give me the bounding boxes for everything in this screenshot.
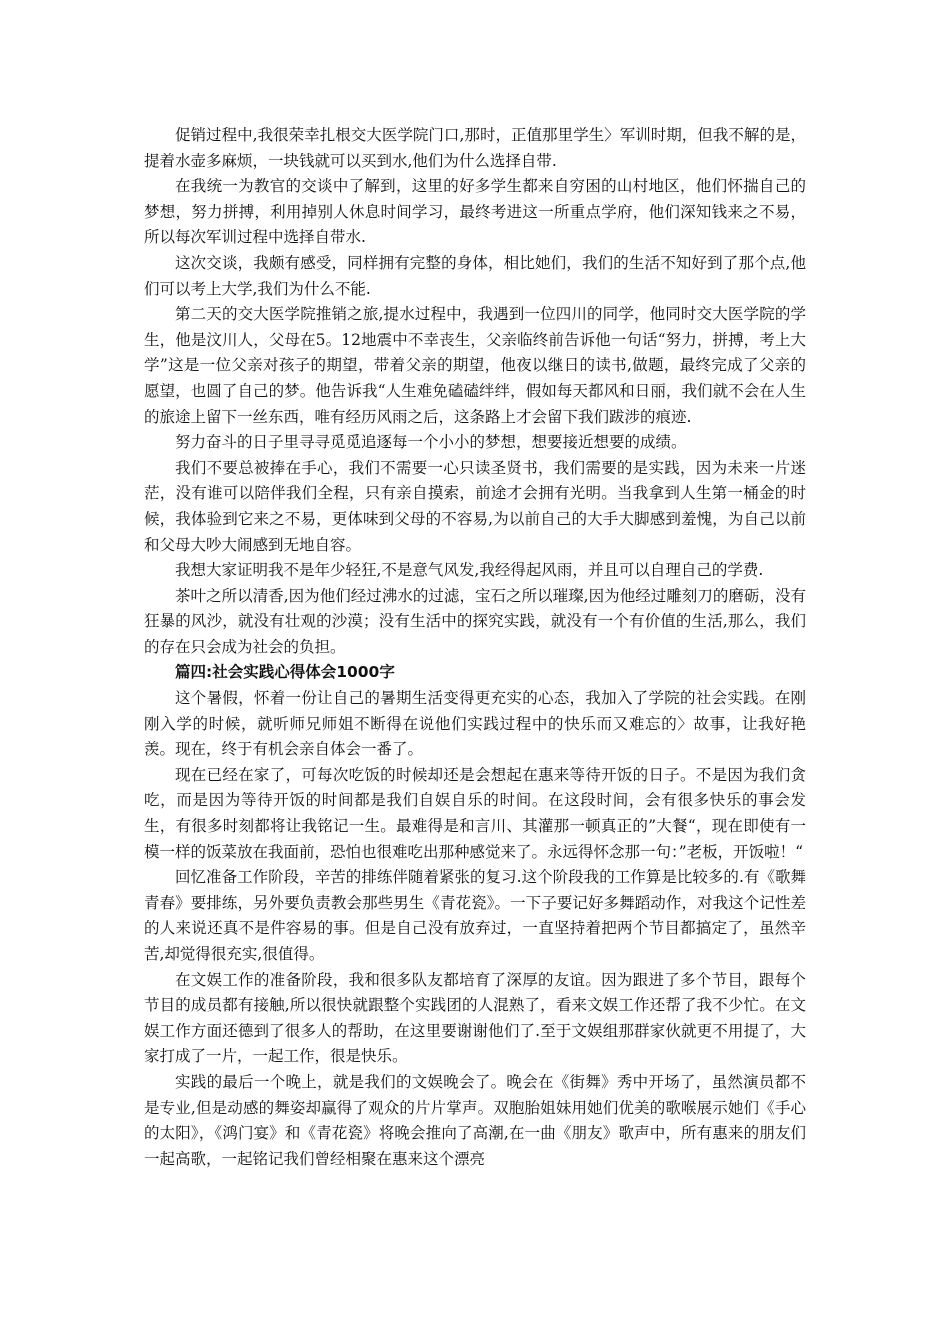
- document-page: [144, 123, 806, 1172]
- paragraph-mealtime: 现在已经在家了，可每次吃饭的时候却还是会想起在惠来等待开饭的日子。不是因为我们贪吃，而是因为等待开饭的时间都是我们自娱自乐的时间。在这段时间，会有很多快乐的事会发生，有很多时刻都将让我铭记一生。最难得是和言川、其灌那一顿真正的”大餐“，现在即使有一模一样的饭菜放在我面前，恐怕也很难吃出那种感觉来了。永远得怀念那一句：”老板，开饭啦！“: [144, 765, 806, 861]
- section-heading: 篇四:社会实践心得体会1000字: [175, 663, 395, 682]
- paragraph-instructor-talk: 在我统一为教官的交谈中了解到，这里的好多学生都来自穷困的山村地区，他们怀揣自己的梦想，努力拼搏，利用掉别人休息时间学习，最终考进这一所重点学府，他们深知钱来之不易，所以每次军训过程中选择自带水.: [144, 177, 806, 247]
- paragraph-reflection: 这次交谈，我颇有感受，同样拥有完整的身体，相比她们，我们的生活不知好到了那个点,他们可以考上大学,我们为什么不能.: [144, 253, 806, 298]
- paragraph-tea-and-gems: 茶叶之所以清香,因为他们经过沸水的过滤，宝石之所以璀璨,因为他经过雕刻刀的磨砺，没有狂暴的风沙，就没有壮观的沙漠；没有生活中的探究实践，就没有一个有价值的生活,那么，我们的存在只会成为社会的负担。: [144, 586, 806, 656]
- paragraph-sichuan-student: 第二天的交大医学院推销之旅,提水过程中，我遇到一位四川的同学，他同时交大医学院的学生，他是汶川人，父母在5。12地震中不幸丧生，父亲临终前告诉他一句话“努力，拼搏，考上大学”这是一位父亲对孩子的期望，带着父亲的期望，他夜以继日的读书,做题，最终完成了父亲的愿望，也圆了自己的梦。他告诉我“人生难免磕磕绊绊，假如每天都风和日丽，我们就不会在人生的旅途上留下一丝东西，唯有经历风雨之后，这条路上才会留下我们跋涉的痕迹.: [144, 305, 806, 426]
- paragraph-practice: 我们不要总被捧在手心，我们不需要一心只读圣贤书，我们需要的是实践，因为未来一片迷茫，没有谁可以陪伴我们全程，只有亲自摸索，前途才会拥有光明。当我拿到人生第一桶金的时候，我体验到它来之不易，更体味到父母的不容易,为以前自己的大手大脚感到羞愧，为自己以前和父母大吵大闹感到无地自容。: [144, 458, 806, 554]
- paragraph-promotion: 促销过程中,我很荣幸扎根交大医学院门口,那时，正值那里学生〉军训时期，但我不解的是，提着水壶多麻烦，一块钱就可以买到水,他们为什么选择自带.: [144, 126, 806, 170]
- paragraph-friendship: 在文娱工作的准备阶段，我和很多队友都培育了深厚的友谊。因为跟进了多个节目，跟每个节目的成员都有接触,所以很快就跟整个实践团的人混熟了，看来文娱工作还帮了我不少忙。在文娱工作方面还德到了很多人的帮助，在这里要谢谢他们了.至于文娱组那群家伙就更不用提了，大家打成了一片，一起工作，很是快乐。: [144, 970, 806, 1066]
- paragraph-evening-gala: 实践的最后一个晚上，就是我们的文娱晚会了。晚会在《街舞》秀中开场了，虽然演员都不是专业,但是动感的舞姿却赢得了观众的片片掌声。双胞胎姐妹用她们优美的歌喉展示她们《手心的太阳》，《鸿门宴》和《青花瓷》将晚会推向了高潮,在一曲《朋友》歌声中，所有惠来的朋友们一起高歌，一起铭记我们曾经相聚在惠来这个漂亮: [144, 1072, 806, 1168]
- paragraph-rehearsal: 回忆准备工作阶段，辛苦的排练伴随着紧张的复习.这个阶段我的工作算是比较多的.有《歌舞青春》要排练，另外要负责教会那些男生《青花瓷》。一下子要记好多舞蹈动作，对我这个记性差的人来说还真不是件容易的事。但是自己没有放弃过，一直坚持着把两个节目都搞定了，虽然辛苦,却觉得很充实,很值得。: [144, 868, 806, 963]
- paragraph-summer-practice: 这个暑假，怀着一份让自己的暑期生活变得更充实的心态，我加入了学院的社会实践。在刚刚入学的时候，就听师兄师姐不断得在说他们实践过程中的快乐而又难忘的〉故事，让我好艳羡。现在，终于有机会亲自体会一番了。: [144, 689, 806, 759]
- paragraph-striving: 努力奋斗的日子里寻寻觅觅追逐每一个小小的梦想，想要接近想要的成绩。: [175, 433, 687, 452]
- paragraph-self-reliance: 我想大家证明我不是年少轻狂,不是意气风发,我经得起风雨，并且可以自理自己的学费.: [175, 561, 764, 580]
